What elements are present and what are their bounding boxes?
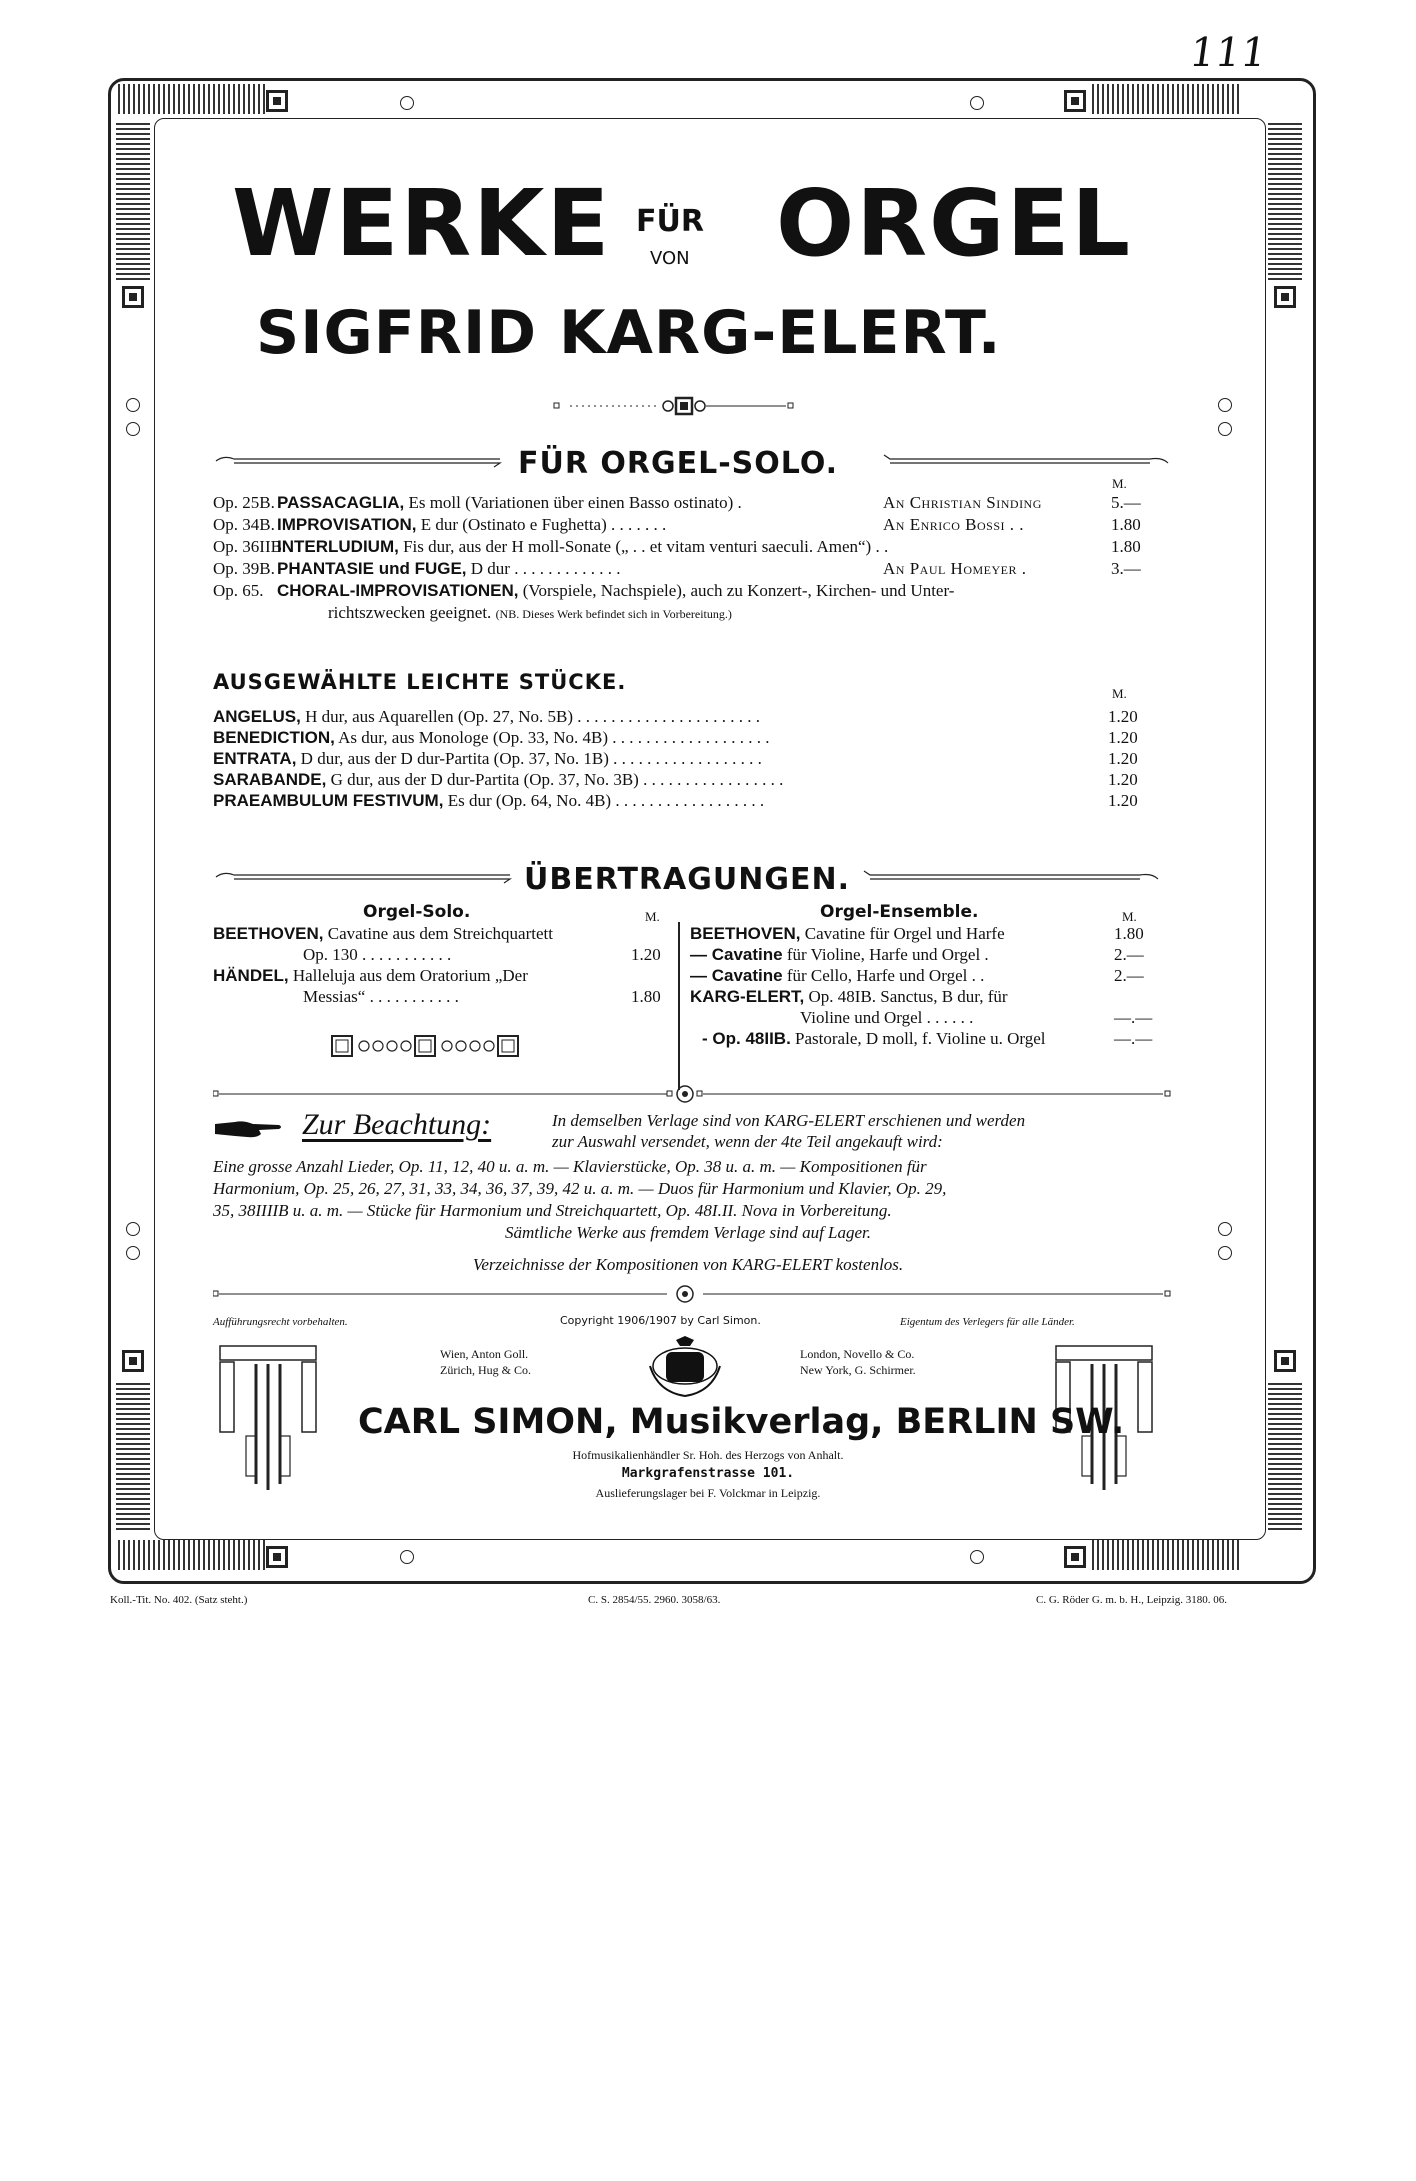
frame-ring-ornament (1218, 398, 1232, 412)
work-description: Cavatine aus dem Streichquartett (327, 924, 553, 943)
publisher-appointment: Hofmusikalienhändler Sr. Hoh. des Herzogs von Anhalt. (572, 1448, 844, 1462)
column-header-row (213, 902, 673, 923)
notice-intro (552, 1110, 1025, 1152)
frame-ring-ornament (126, 422, 140, 436)
work-description: Op. 130 . . . . . . . . . . . (303, 945, 452, 964)
work-description: Fis dur, aus der H moll-Sonate („ . . et vitam venturi saeculi. Amen“) . . (403, 537, 889, 556)
column-header-row (690, 902, 1160, 923)
work-description: G dur, aus der D dur-Partita (Op. 37, No. 3B) . . . . . . . . . . . . . . . . . (330, 770, 784, 789)
work-title: KARG-ELERT, (690, 987, 805, 1006)
notice-intro-line: zur Auswahl versendet, wenn der 4te Teil angekauft wird: (552, 1132, 943, 1151)
work-title: IMPROVISATION, (277, 515, 417, 534)
work-title: BENEDICTION, (213, 728, 335, 747)
organ-ensemble-price-label: M. (1122, 909, 1137, 924)
agent-line: Wien, Anton Goll. (440, 1347, 529, 1361)
easy-pieces-list (213, 706, 1138, 811)
work-description: Messias“ . . . . . . . . . . . (303, 987, 459, 1006)
list-item (213, 580, 954, 602)
price: 1.80 (1111, 537, 1141, 556)
preparation-note: (NB. Dieses Werk befindet sich in Vorbereitung.) (495, 607, 732, 621)
organ-ensemble-column (690, 902, 1160, 1049)
work-title: SARABANDE, (213, 770, 327, 789)
work-description: für Cello, Harfe und Orgel . . (786, 966, 985, 985)
agent-line: New York, G. Schirmer. (800, 1363, 916, 1377)
organ-solo-heading: Orgel-Solo. (363, 902, 471, 922)
left-organ-pipes-ornament (218, 1344, 318, 1494)
agent-line: London, Novello & Co. (800, 1347, 915, 1361)
squares-and-rings-ornament (330, 1034, 520, 1058)
work-description: Violine und Orgel . . . . . . (800, 1008, 974, 1027)
solo-price-column-label: M. (1112, 476, 1127, 491)
work-description: D dur . . . . . . . . . . . . . (470, 559, 621, 578)
frame-ring-ornament (1218, 1222, 1232, 1236)
frame-hatch-right-lower (1268, 1380, 1302, 1530)
price: 1.80 (1111, 515, 1141, 534)
price: —.— (1114, 1029, 1153, 1048)
price: 1.20 (1108, 791, 1138, 810)
transcriptions-rule-left (214, 870, 514, 884)
work-description: (Vorspiele, Nachspiele), auch zu Konzert-, Kirchen- und Unter- (522, 581, 955, 600)
dedication: An Christian Sinding (883, 493, 1042, 512)
dedication: An Paul Homeyer . (883, 559, 1027, 578)
title-block (0, 170, 1416, 298)
work-description: H dur, aus Aquarellen (Op. 27, No. 5B) . . . . . . . . . . . . . . . . . . . . . . (305, 707, 761, 726)
list-item (213, 536, 1141, 558)
transcriptions-rule-right (860, 870, 1160, 884)
price: —.— (1114, 1008, 1153, 1027)
frame-ring-ornament (126, 1222, 140, 1236)
agents-right (800, 1346, 916, 1378)
opus-number: Op. 36IIB. (213, 537, 287, 556)
frame-ring-ornament (400, 1550, 414, 1564)
catalog-number: Koll.-Tit. No. 402. (Satz steht.) (110, 1594, 248, 1606)
list-item (213, 514, 1141, 536)
frame-hatch-top-left (118, 84, 268, 114)
list-item (213, 944, 673, 965)
solo-heading: FÜR ORGEL-SOLO. (518, 446, 839, 481)
transcriptions-heading: ÜBERTRAGUNGEN. (524, 862, 850, 897)
frame-hatch-bottom-right (1092, 1540, 1242, 1570)
work-description: D dur, aus der D dur-Partita (Op. 37, No. 1B) . . . . . . . . . . . . . . . . . . (300, 749, 762, 768)
price: 1.20 (1108, 707, 1138, 726)
publisher-address: Markgrafenstrasse 101. (621, 1466, 795, 1481)
work-title: PHANTASIE und FUGE, (277, 559, 467, 578)
work-description-continued: richtszwecken geeignet. (328, 603, 492, 622)
frame-hatch-bottom-left (118, 1540, 268, 1570)
frame-ring-ornament (970, 96, 984, 110)
title-von: VON (650, 248, 690, 269)
frame-ring-ornament (126, 1246, 140, 1260)
copyright-notice: Copyright 1906/1907 by Carl Simon. (560, 1314, 761, 1327)
work-title: INTERLUDIUM, (277, 537, 399, 556)
agent-line: Zürich, Hug & Co. (440, 1363, 531, 1377)
list-item (213, 748, 1138, 769)
list-item (690, 923, 1160, 944)
price: 2.— (1114, 966, 1144, 985)
list-item (690, 1028, 1160, 1049)
work-description: Es moll (Variationen über einen Basso ostinato) . (408, 493, 742, 512)
work-title: - Op. 48IIB. (702, 1029, 791, 1048)
frame-ring-ornament (1218, 1246, 1232, 1260)
performance-rights: Aufführungsrecht vorbehalten. (213, 1316, 348, 1328)
frame-hatch-top-right (1092, 84, 1242, 114)
title-divider-ornament (550, 396, 850, 416)
list-item-continuation (213, 602, 954, 624)
work-title: HÄNDEL, (213, 966, 289, 985)
work-description: Op. 48IB. Sanctus, B dur, für (808, 987, 1008, 1006)
list-item (213, 706, 1138, 727)
list-item (690, 986, 1160, 1007)
organ-solo-price-label: M. (645, 909, 660, 924)
opus-number: Op. 65. (213, 581, 264, 600)
publisher-distributor: Auslieferungslager bei F. Volckmar in Leipzig. (595, 1486, 821, 1500)
work-description: E dur (Ostinato e Fughetta) . . . . . . . (420, 515, 667, 534)
price: 3.— (1111, 559, 1141, 578)
list-item (213, 558, 1141, 580)
printer-imprint: C. G. Röder G. m. b. H., Leipzig. 3180. 06. (1036, 1594, 1227, 1606)
notice-line: Harmonium, Op. 25, 26, 27, 31, 33, 34, 36, 37, 39, 42 u. a. m. — Duos für Harmonium und Klavier, Op. 29, (213, 1179, 947, 1198)
price: 1.20 (1108, 728, 1138, 747)
list-item (213, 986, 673, 1007)
work-title: CHORAL-IMPROVISATIONEN, (277, 581, 519, 600)
frame-square-ornament (266, 90, 288, 112)
opus-number: Op. 34B. (213, 515, 275, 534)
price: 1.20 (1108, 770, 1138, 789)
dedication: An Enrico Bossi . . (883, 515, 1025, 534)
list-item (690, 944, 1160, 965)
frame-square-ornament (266, 1546, 288, 1568)
frame-ring-ornament (1218, 422, 1232, 436)
list-item (213, 727, 1138, 748)
work-description: Halleluja aus dem Oratorium „Der (292, 966, 528, 985)
frame-ring-ornament (400, 96, 414, 110)
opus-number: Op. 39B. (213, 559, 275, 578)
work-description: As dur, aus Monologe (Op. 33, No. 4B) . . . . . . . . . . . . . . . . . . . (338, 728, 770, 747)
work-title: ANGELUS, (213, 707, 301, 726)
work-title: — Cavatine (690, 945, 783, 964)
list-item (213, 965, 673, 986)
frame-square-ornament (122, 1350, 144, 1372)
notice-intro-line: In demselben Verlage sind von KARG-ELERT erschienen und werden (552, 1111, 1026, 1130)
list-item (213, 923, 673, 944)
corner-handwritten-mark: 111 (1186, 30, 1270, 76)
footer-divider-ornament (213, 1284, 1173, 1304)
price: 1.80 (631, 987, 661, 1006)
solo-works-list (213, 492, 1141, 624)
frame-hatch-left-lower (116, 1380, 150, 1530)
easy-price-column-label: M. (1112, 686, 1127, 701)
work-description: Pastorale, D moll, f. Violine u. Orgel (795, 1029, 1046, 1048)
price: 5.— (1111, 493, 1141, 512)
price: 1.20 (631, 945, 661, 964)
opus-number: Op. 25B. (213, 493, 275, 512)
list-item (213, 492, 1141, 514)
frame-ring-ornament (970, 1550, 984, 1564)
composer-name: SIGFRID KARG-ELERT. (256, 298, 1002, 368)
work-title: ENTRATA, (213, 749, 297, 768)
work-description: für Violine, Harfe und Orgel . (786, 945, 989, 964)
title-fur: FÜR (636, 204, 704, 239)
solo-heading-rule-left (214, 454, 504, 468)
solo-heading-rule-right (880, 454, 1170, 468)
pointing-hand-icon (213, 1118, 283, 1140)
title-werke: WERKE (232, 170, 612, 277)
notice-line: Eine grosse Anzahl Lieder, Op. 11, 12, 40 u. a. m. — Klavierstücke, Op. 38 u. a. m. — Kompositionen für (213, 1157, 927, 1176)
work-title: PRAEAMBULUM FESTIVUM, (213, 791, 444, 810)
frame-ring-ornament (126, 398, 140, 412)
notice-heading: Zur Beachtung: (302, 1108, 492, 1141)
list-item (213, 790, 1138, 811)
plate-numbers: C. S. 2854/55. 2960. 3058/63. (588, 1594, 721, 1606)
section-divider-ornament (213, 1084, 1173, 1104)
list-item (690, 965, 1160, 986)
easy-pieces-heading: AUSGEWÄHLTE LEICHTE STÜCKE. (213, 670, 627, 694)
work-title: BEETHOVEN, (213, 924, 324, 943)
agents-left (440, 1346, 531, 1378)
frame-square-ornament (1064, 1546, 1086, 1568)
work-title: — Cavatine (690, 966, 783, 985)
list-item (690, 1007, 1160, 1028)
publisher-name: CARL SIMON, Musikverlag, BERLIN SW. (358, 1402, 1125, 1442)
notice-line: 35, 38IIIIB u. a. m. — Stücke für Harmonium und Streichquartett, Op. 48I.II. Nova in Vorbereitung. (213, 1201, 892, 1220)
work-description: Cavatine für Orgel und Harfe (804, 924, 1005, 943)
work-title: PASSACAGLIA, (277, 493, 405, 512)
crest-icon (648, 1336, 722, 1400)
work-title: BEETHOVEN, (690, 924, 801, 943)
price: 1.80 (1114, 924, 1144, 943)
notice-line: Sämtliche Werke aus fremdem Verlage sind auf Lager. (504, 1223, 872, 1242)
column-divider (678, 922, 680, 1090)
notice-body (213, 1156, 1163, 1276)
price: 1.20 (1108, 749, 1138, 768)
title-orgel: ORGEL (776, 170, 1133, 277)
frame-square-ornament (1274, 1350, 1296, 1372)
organ-solo-column (213, 902, 673, 1007)
ownership-rights: Eigentum des Verlegers für alle Länder. (900, 1316, 1075, 1328)
frame-square-ornament (1064, 90, 1086, 112)
work-description: Es dur (Op. 64, No. 4B) . . . . . . . . . . . . . . . . . . (447, 791, 765, 810)
catalog-line: Verzeichnisse der Kompositionen von KARG-ELERT kostenlos. (472, 1255, 904, 1274)
list-item (213, 769, 1138, 790)
price: 2.— (1114, 945, 1144, 964)
organ-ensemble-heading: Orgel-Ensemble. (820, 902, 979, 922)
